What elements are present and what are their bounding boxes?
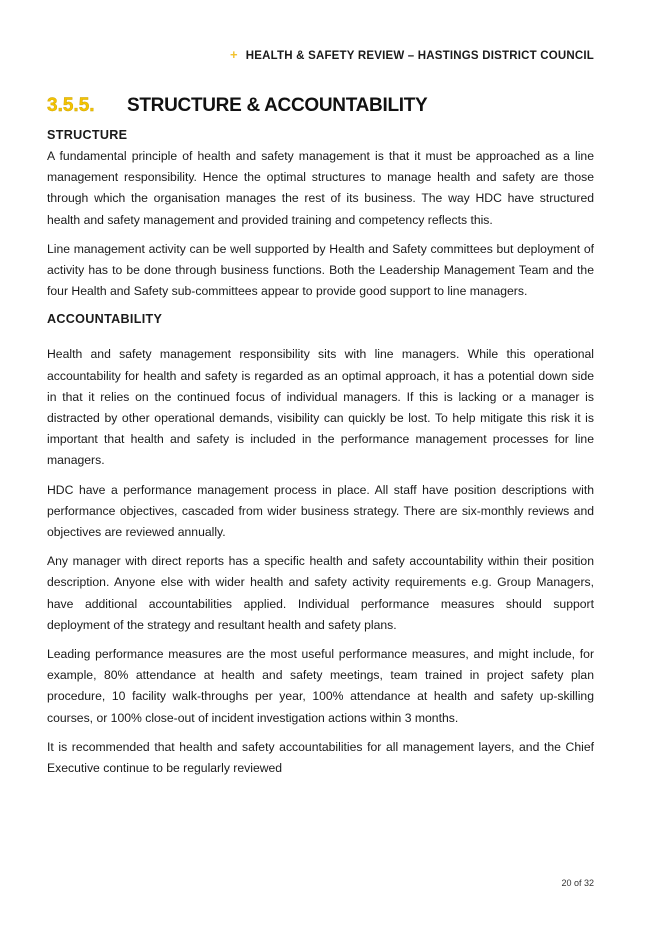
paragraph: Leading performance measures are the most useful performance measures, and might include, for example, 80% attendance at health and safety meetings, team trained in project safety plan procedure, 10 facility walk-throughs per year, 100% attendance at health and safety up-skilling courses, or 100% close-out of incident investigation actions within 3 months. [47, 647, 594, 725]
paragraph: Line management activity can be well supported by Health and Safety committees but deployment of activity has to be done through business functions. Both the Leadership Management Team and the four Health and Safety sub-committees appear to provide good support to line managers. [47, 241, 594, 299]
paragraph: A fundamental principle of health and safety management is that it must be approached as a line management responsibility. Hence the optimal structures to manage health and safety are those through which the organisation manages the rest of its business. The way HDC have structured health and safety management and provided training and competency reflects this. [47, 149, 594, 227]
paragraph: It is recommended that health and safety accountabilities for all management layers, and the Chief Executive continue to be regularly reviewed [47, 739, 594, 776]
paragraph: Any manager with direct reports has a specific health and safety accountability within their position description. Anyone else with wider health and safety activity requirements e.g. Group Managers, have additional accountabilities applied. Individual performance measures should support deployment of the strategy and resultant health and safety plans. [47, 554, 594, 632]
plus-icon: + [230, 47, 238, 62]
document-body [47, 126, 594, 787]
accountability-heading: ACCOUNTABILITY [47, 312, 163, 327]
running-header [230, 47, 594, 62]
page-number: 20 of 32 [561, 878, 594, 888]
paragraph: HDC have a performance management process in place. All staff have position descriptions with performance objectives, cascaded from wider business strategy. There are six-monthly reviews and objectives are reviewed annually. [47, 482, 594, 540]
section-heading [47, 95, 427, 117]
section-title: STRUCTURE & ACCOUNTABILITY [127, 95, 428, 116]
paragraph: Health and safety management responsibility sits with line managers. While this operational accountability for health and safety is regarded as an optimal approach, it has a potential down side in that it relies on the continued focus of individual managers. If this is lacking or a manager is distracted by other operational demands, visibility can quickly be lost. To help mitigate this risk it is important that health and safety is included in the performance management processes for line managers. [47, 347, 594, 468]
section-number: 3.5.5. [47, 95, 95, 116]
structure-heading: STRUCTURE [47, 128, 128, 142]
header-title: HEALTH & SAFETY REVIEW – HASTINGS DISTRICT COUNCIL [245, 50, 594, 62]
